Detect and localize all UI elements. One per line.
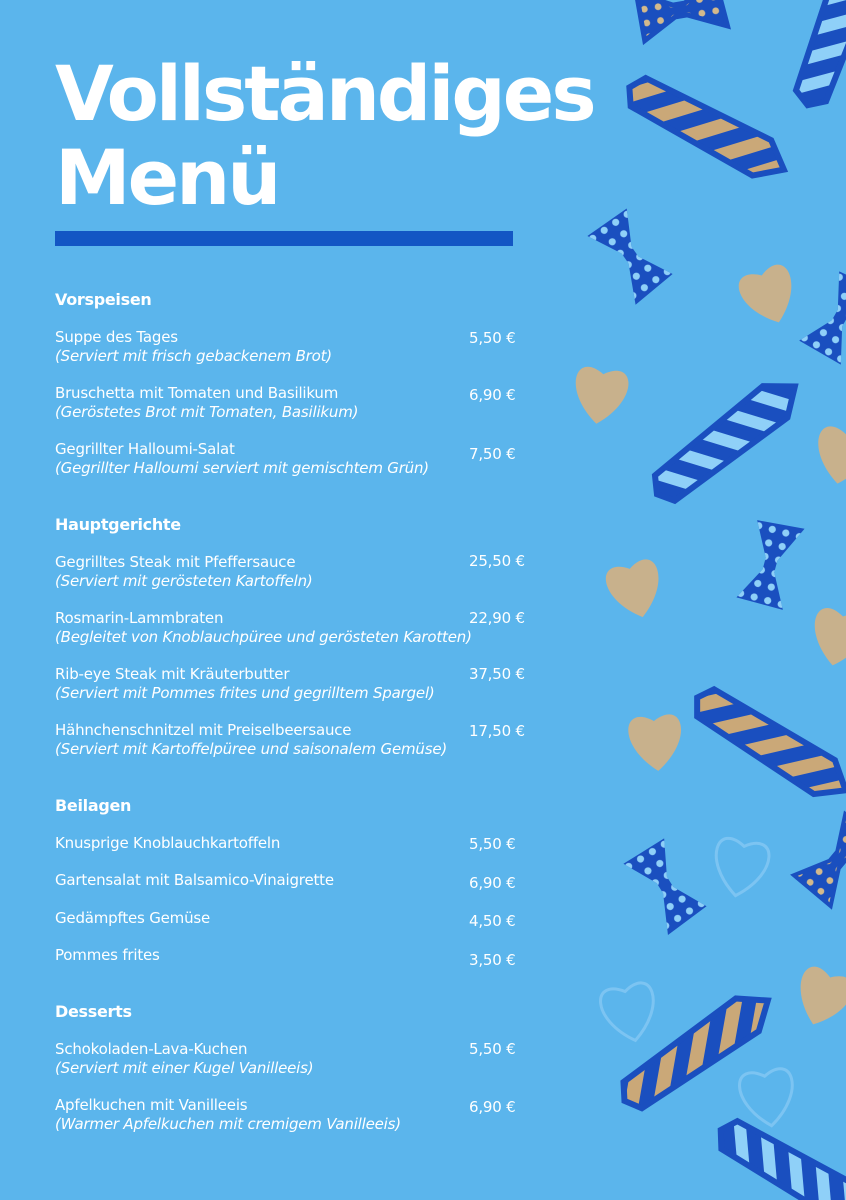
dish-description: (Gegrillter Halloumi serviert mit gemischtem Grün)	[55, 459, 429, 477]
dish-price: 4,50 €	[469, 912, 516, 930]
dish-name: Knusprige Knoblauchkartoffeln	[55, 834, 281, 852]
heart-icon	[603, 557, 668, 624]
heart-icon	[735, 261, 804, 331]
tie-icon	[645, 371, 808, 510]
dish-price: 37,50 €	[469, 665, 525, 683]
dish-price: 5,50 €	[469, 329, 516, 347]
dish-description: (Serviert mit Kartoffelpüree und saisonalem Gemüse)	[55, 740, 447, 758]
dish-name: Bruschetta mit Tomaten und Basilikum	[55, 384, 339, 402]
tie-icon	[613, 984, 779, 1117]
dish-name: Gegrillter Halloumi-Salat	[55, 440, 235, 458]
menu-title	[55, 49, 594, 222]
dish-price: 22,90 €	[469, 609, 525, 627]
bow-tie-icon	[736, 516, 804, 610]
dish-name: Suppe des Tages	[55, 328, 178, 346]
heart-icon	[710, 836, 772, 900]
dish-name: Rosmarin-Lammbraten	[55, 609, 224, 627]
dish-description: (Serviert mit frisch gebackenem Brot)	[55, 347, 332, 365]
dish-price: 7,50 €	[469, 445, 516, 463]
dish-name: Apfelkuchen mit Vanilleeis	[55, 1096, 248, 1114]
heart-icon	[627, 713, 684, 773]
dish-description: (Serviert mit gerösteten Kartoffeln)	[55, 572, 313, 590]
tie-icon	[687, 681, 846, 808]
dish-description: (Begleitet von Knoblauchpüree und gerösteten Karotten)	[55, 628, 472, 646]
dish-price: 3,50 €	[469, 951, 516, 969]
heart-icon	[807, 606, 846, 671]
dish-description: (Geröstetes Brot mit Tomaten, Basilikum)	[55, 403, 359, 421]
dish-name: Pommes frites	[55, 946, 160, 964]
menu-title-line-2: Menü	[55, 133, 279, 222]
bow-tie-icon	[587, 208, 674, 304]
dish-name: Gegrilltes Steak mit Pfeffersauce	[55, 553, 296, 571]
dish-name: Gartensalat mit Balsamico-Vinaigrette	[55, 871, 334, 889]
dish-name: Hähnchenschnitzel mit Preiselbeersauce	[55, 721, 352, 739]
heart-icon	[570, 365, 630, 427]
dish-description: (Warmer Apfelkuchen mit cremigem Vanilleeis)	[55, 1115, 401, 1133]
section-heading-hauptgerichte: Hauptgerichte	[55, 515, 181, 534]
dish-name: Gedämpftes Gemüse	[55, 909, 211, 927]
heart-icon	[738, 1067, 798, 1129]
dish-price: 6,90 €	[469, 874, 516, 892]
title-underline	[55, 231, 513, 246]
tie-icon	[789, 0, 846, 112]
section-heading-beilagen: Beilagen	[55, 796, 132, 815]
dish-price: 6,90 €	[469, 386, 516, 404]
section-heading-desserts: Desserts	[55, 1002, 132, 1021]
dish-name: Rib-eye Steak mit Kräuterbutter	[55, 665, 290, 683]
dish-description: (Serviert mit einer Kugel Vanilleeis)	[55, 1059, 314, 1077]
dish-price: 17,50 €	[469, 722, 525, 740]
dish-description: (Serviert mit Pommes frites und gegrilltem Spargel)	[55, 684, 435, 702]
heart-icon	[788, 963, 846, 1033]
section-heading-vorspeisen: Vorspeisen	[55, 290, 152, 309]
dish-price: 25,50 €	[469, 552, 525, 570]
tie-icon	[620, 70, 793, 187]
dish-name: Schokoladen-Lava-Kuchen	[55, 1040, 248, 1058]
bow-tie-icon	[799, 268, 846, 365]
menu-title-line-1: Vollständiges	[55, 49, 594, 138]
tie-icon	[711, 1113, 846, 1200]
bow-tie-icon	[636, 0, 727, 41]
dish-price: 6,90 €	[469, 1098, 516, 1116]
bow-tie-icon	[623, 838, 708, 935]
dish-price: 5,50 €	[469, 835, 516, 853]
heart-icon	[812, 424, 846, 488]
heart-icon	[598, 981, 661, 1046]
bow-tie-icon	[794, 811, 846, 906]
dish-price: 5,50 €	[469, 1040, 516, 1058]
